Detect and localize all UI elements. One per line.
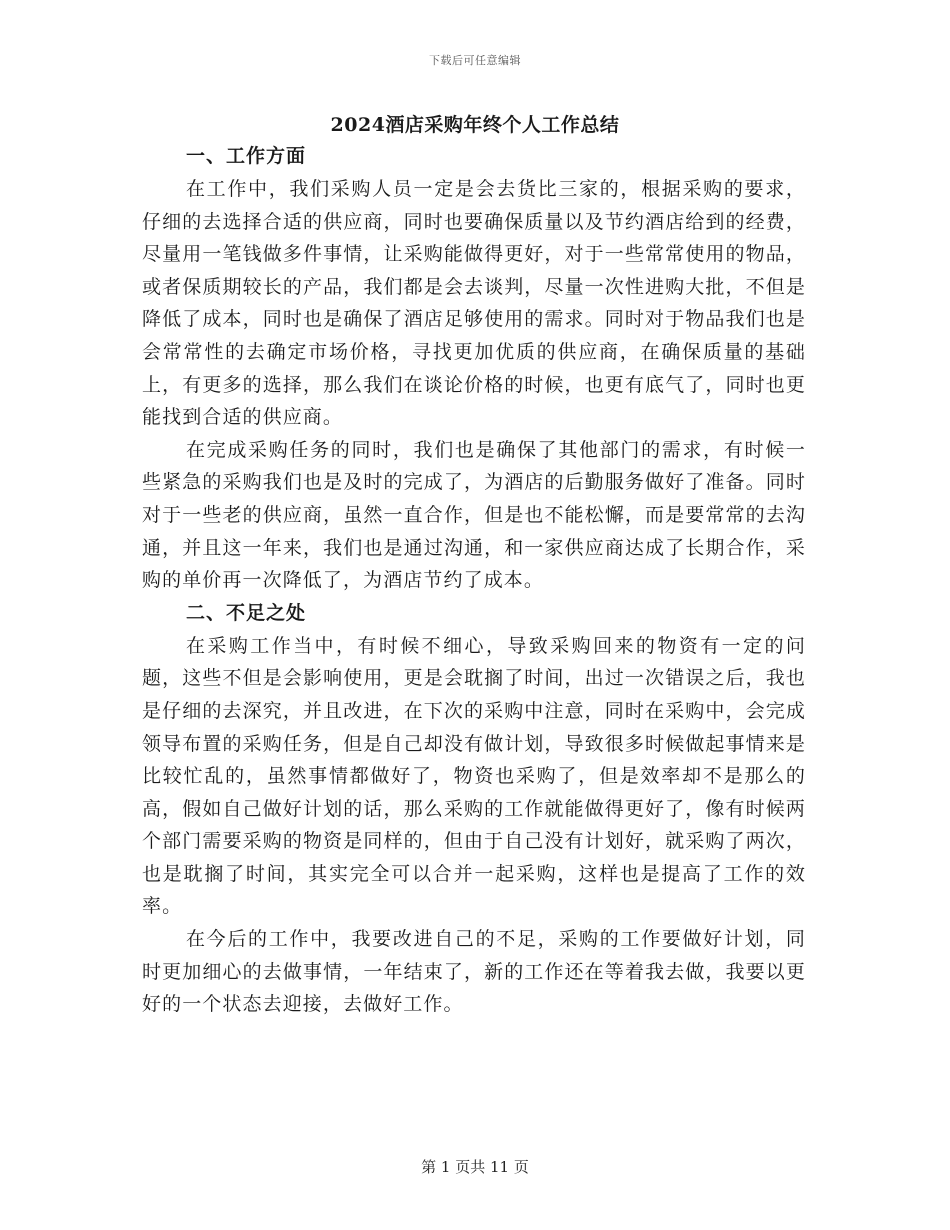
section-heading-work: 一、工作方面 bbox=[186, 145, 307, 167]
paragraph: 在采购工作当中，有时候不细心，导致采购回来的物资有一定的问题，这些不但是会影响使用，更是会耽搁了时间，出过一次错误之后，我也是仔细的去深究，并且改进，在下次的采购中注意，同时在采购中，会完成领导布置的采购任务，但是自己却没有做计划，导致很多时候做起事情来是比较忙乱的，虽然事情都做好了，物资也采购了，但是效率却不是那么的高，假如自己做好计划的话，那么采购的工作就能做得更好了，像有时候两个部门需要采购的物资是同样的，但由于自己没有计划好，就采购了两次，也是耽搁了时间，其实完全可以合并一起采购，这样也是提高了工作的效率。 bbox=[142, 634, 806, 918]
document-title: 2024酒店采购年终个人工作总结 bbox=[330, 114, 620, 136]
page-header-note: 下载后可任意编辑 bbox=[429, 54, 521, 67]
section-heading-shortcomings: 二、不足之处 bbox=[186, 601, 307, 624]
paragraph: 在工作中，我们采购人员一定是会去货比三家的，根据采购的要求，仔细的去选择合适的供应商，同时也要确保质量以及节约酒店给到的经费，尽量用一笔钱做多件事情，让采购能做得更好，对于一些常常使用的物品，或者保质期较长的产品，我们都是会去谈判，尽量一次性进购大批，不但是降低了成本，同时也是确保了酒店足够使用的需求。同时对于物品我们也是会常常性的去确定市场价格，寻找更加优质的供应商，在确保质量的基础上，有更多的选择，那么我们在谈论价格的时候，也更有底气了，同时也更能找到合适的供应商。 bbox=[142, 178, 806, 429]
paragraph: 在今后的工作中，我要改进自己的不足，采购的工作要做好计划，同时更加细心的去做事情，一年结束了，新的工作还在等着我去做，我要以更好的一个状态去迎接，去做好工作。 bbox=[142, 928, 806, 1016]
document-body bbox=[142, 140, 806, 1021]
page-number: 第 1 页共 11 页 bbox=[421, 1158, 529, 1176]
paragraph: 在完成采购任务的同时，我们也是确保了其他部门的需求，有时候一些紧急的采购我们也是及时的完成了，为酒店的后勤服务做好了准备。同时对于一些老的供应商，虽然一直合作，但是也不能松懈，而是要常常的去沟通，并且这一年来，我们也是通过沟通，和一家供应商达成了长期合作，采购的单价再一次降低了，为酒店节约了成本。 bbox=[142, 438, 806, 592]
